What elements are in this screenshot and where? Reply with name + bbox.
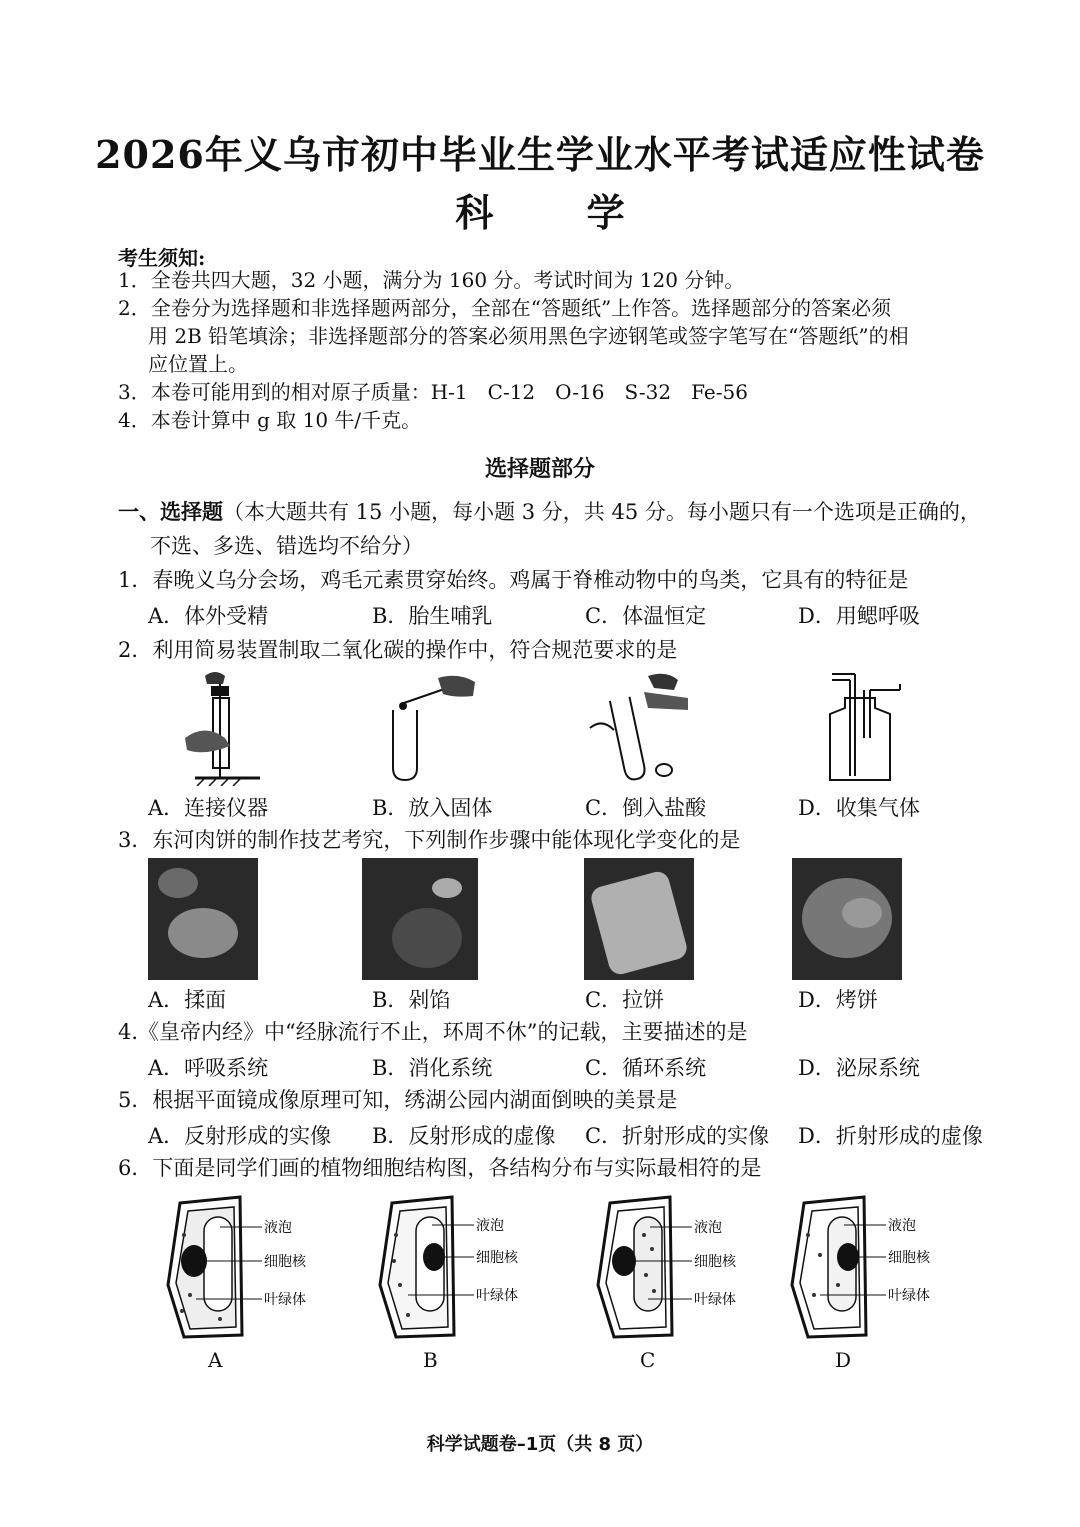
option-d: D．用鳃呼吸: [798, 604, 920, 628]
pour-acid-figure: [588, 668, 698, 786]
notice-item: 2．全卷分为选择题和非选择题两部分，全部在“答题纸”上作答。选择题部分的答案必须: [118, 296, 892, 320]
question-stem: 6．下面是同学们画的植物细胞结构图，各结构分布与实际最相符的是: [118, 1156, 762, 1180]
question-stem: 5．根据平面镜成像原理可知，绣湖公园内湖面倒映的美景是: [118, 1088, 678, 1112]
notice-item: 1．全卷共四大题，32 小题，满分为 160 分。考试时间为 120 分钟。: [118, 268, 745, 292]
notice-item: 3．本卷可能用到的相对原子质量：H-1 C-12 O-16 S-32 Fe-56: [118, 380, 748, 404]
section-title: 选择题部分: [484, 456, 595, 482]
question-stem: 2．利用简易装置制取二氧化碳的操作中，符合规范要求的是: [118, 638, 678, 662]
option-c: C．倒入盐酸: [585, 796, 707, 820]
option-c: C．体温恒定: [585, 604, 707, 628]
kneading-photo: [148, 858, 258, 980]
option-d: D．泌尿系统: [798, 1056, 920, 1080]
option-a: A．连接仪器: [148, 796, 269, 820]
option-d: D．折射形成的虚像: [798, 1124, 983, 1148]
label-chloroplast: 叶绿体: [476, 1288, 518, 1304]
chopping-photo: [362, 858, 478, 980]
question-stem: 1．春晚义乌分会场，鸡毛元素贯穿始终。鸡属于脊椎动物中的鸟类，它具有的特征是: [118, 568, 909, 592]
option-b: B．反射形成的虚像: [372, 1124, 556, 1148]
label-vacuole: 液泡: [476, 1218, 504, 1234]
option-c: C．折射形成的实像: [585, 1124, 770, 1148]
option-b: B．胎生哺乳: [372, 604, 493, 628]
figure-letter-d: D: [835, 1348, 852, 1372]
label-nucleus: 细胞核: [476, 1250, 518, 1266]
option-a: A．反射形成的实像: [148, 1124, 332, 1148]
cell-diagram-d: [784, 1195, 944, 1345]
cell-diagram-c: [590, 1195, 750, 1345]
label-vacuole: 液泡: [264, 1220, 292, 1236]
option-c: C．循环系统: [585, 1056, 707, 1080]
stretching-photo: [584, 858, 694, 980]
collect-gas-figure: [820, 668, 910, 786]
option-b: B．消化系统: [372, 1056, 493, 1080]
label-nucleus: 细胞核: [264, 1254, 306, 1270]
page-footer: 科学试题卷–1页（共 8 页）: [426, 1434, 654, 1455]
figure-letter-a: A: [208, 1348, 223, 1372]
figure-letter-b: B: [423, 1348, 438, 1372]
label-chloroplast: 叶绿体: [694, 1292, 736, 1308]
cell-diagram-a: [160, 1195, 320, 1345]
notice-heading: 考生须知:: [118, 246, 206, 270]
baking-photo: [792, 858, 902, 980]
option-a: A．呼吸系统: [148, 1056, 269, 1080]
cell-diagram-b: [372, 1195, 532, 1345]
apparatus-connect-figure: [175, 668, 265, 786]
label-nucleus: 细胞核: [694, 1254, 736, 1270]
option-c: C．拉饼: [585, 988, 665, 1012]
figure-letter-c: C: [640, 1348, 656, 1372]
option-a: A．体外受精: [148, 604, 269, 628]
option-a: A．揉面: [148, 988, 227, 1012]
label-nucleus: 细胞核: [888, 1250, 930, 1266]
notice-item: 应位置上。: [148, 352, 248, 376]
notice-item: 用 2B 铅笔填涂；非选择题部分的答案必须用黑色字迹钢笔或签字笔写在“答题纸”的相: [148, 324, 909, 348]
option-b: B．放入固体: [372, 796, 493, 820]
exam-title: 2026年义乌市初中毕业生学业水平考试适应性试卷: [95, 132, 985, 177]
option-d: D．烤饼: [798, 988, 878, 1012]
label-vacuole: 液泡: [888, 1218, 916, 1234]
part-header: [118, 498, 981, 526]
label-chloroplast: 叶绿体: [888, 1288, 930, 1304]
part-desc-2: 不选、多选、错选均不给分）: [150, 534, 423, 558]
option-d: D．收集气体: [798, 796, 920, 820]
part-desc: （本大题共有 15 小题，每小题 3 分，共 45 分。每小题只有一个选项是正确的，: [223, 500, 981, 524]
label-vacuole: 液泡: [694, 1220, 722, 1236]
question-stem: 4.《皇帝内经》中“经脉流行不止，环周不休”的记载，主要描述的是: [118, 1020, 748, 1044]
option-b: B．剁馅: [372, 988, 451, 1012]
add-solid-figure: [383, 668, 483, 786]
question-stem: 3．东河肉饼的制作技艺考究，下列制作步骤中能体现化学变化的是: [118, 828, 741, 852]
part-heading: 一、选择题: [118, 499, 223, 524]
label-chloroplast: 叶绿体: [264, 1292, 306, 1308]
subject-title: 科 学: [455, 190, 665, 235]
notice-item: 4．本卷计算中 g 取 10 牛/千克。: [118, 408, 422, 432]
